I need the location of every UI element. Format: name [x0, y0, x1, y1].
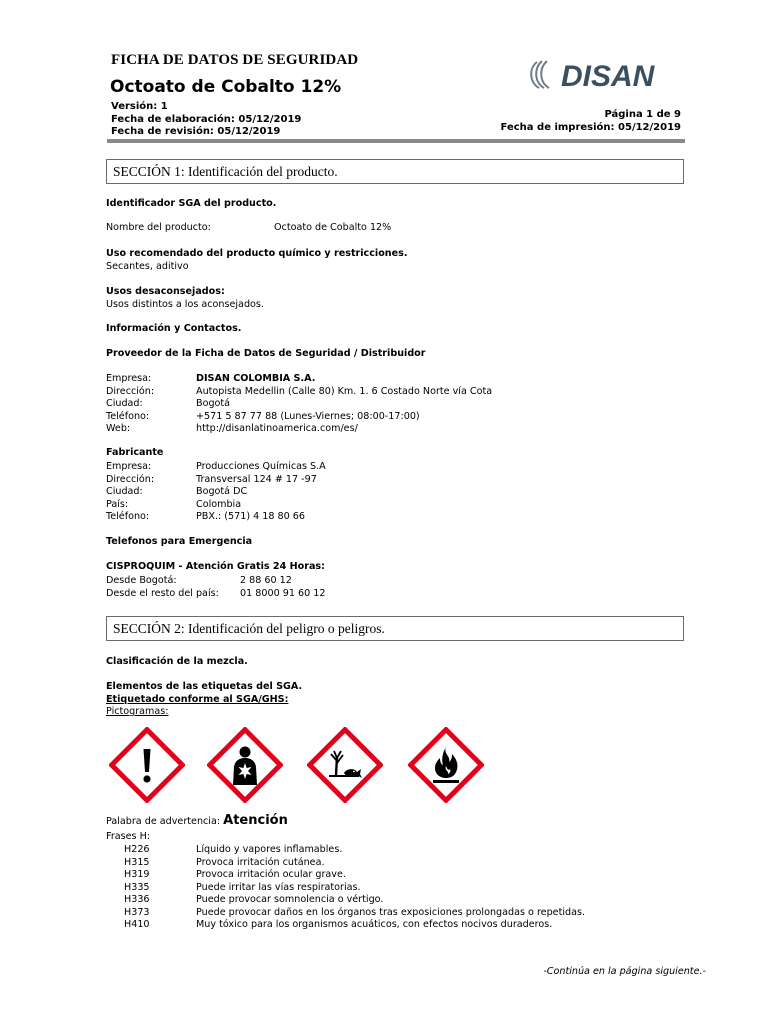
fabricante-row	[106, 474, 326, 487]
field-label: Desde el resto del país:	[106, 587, 219, 599]
field-label: País:	[106, 498, 129, 510]
logo-swoosh-icon	[531, 61, 549, 88]
h-text: Provoca irritación ocular grave.	[196, 869, 346, 880]
field-label: Teléfono:	[106, 511, 150, 522]
proveedor-table	[106, 373, 492, 436]
web-link[interactable]: http://disanlatinoamerica.com/es/	[196, 423, 358, 434]
section-1-header: SECCIÓN 1: Identificación del producto.	[106, 159, 684, 184]
uso-heading: Uso recomendado del producto químico y restricciones.	[106, 248, 408, 259]
h-text: Provoca irritación cutánea.	[196, 856, 325, 868]
fabricante-row	[106, 511, 326, 524]
field-label: Teléfono:	[106, 410, 150, 422]
field-value: 2 88 60 12	[240, 575, 292, 586]
field-value: 01 8000 91 60 12	[240, 587, 326, 599]
fecha-elaboracion: Fecha de elaboración: 05/12/2019	[111, 113, 302, 125]
proveedor-heading: Proveedor de la Ficha de Datos de Seguridad / Distribuidor	[106, 348, 426, 359]
page-number: Página 1 de 9	[604, 109, 681, 120]
field-value: DISAN COLOMBIA S.A.	[196, 373, 316, 384]
environment-icon	[307, 727, 383, 803]
fabricante-table	[106, 461, 326, 524]
field-value: Autopista Medellin (Calle 80) Km. 1. 6 Costado Norte vía Cota	[196, 385, 493, 397]
frases-label: Frases H:	[106, 831, 151, 842]
desaconsejados-block	[106, 286, 264, 311]
health-hazard-icon	[207, 727, 283, 803]
h-text: Puede provocar daños en los órganos tras exposiciones prolongadas o repetidas.	[196, 906, 586, 918]
field-value: PBX.: (571) 4 18 80 66	[196, 511, 305, 522]
field-value: +571 5 87 77 88 (Lunes-Viernes; 08:00-17:00)	[196, 410, 420, 422]
h-text: Muy tóxico para los organismos acuáticos, con efectos nocivos duraderos.	[196, 919, 553, 930]
section-2-header: SECCIÓN 2: Identificación del peligro o peligros.	[106, 616, 684, 641]
fabricante-row	[106, 499, 326, 512]
exclamation-mark-icon	[109, 727, 185, 803]
fabricante-row	[106, 461, 326, 474]
proveedor-row	[106, 411, 492, 424]
fabricante-row	[106, 486, 326, 499]
logo-text: DISAN	[561, 60, 655, 92]
field-label: Ciudad:	[106, 398, 143, 409]
nombre-value: Octoato de Cobalto 12%	[274, 222, 392, 233]
fecha-impresion: Fecha de impresión: 05/12/2019	[500, 121, 681, 133]
header-rule	[107, 139, 685, 143]
identificador-heading: Identificador SGA del producto.	[106, 198, 277, 209]
h-text: Líquido y vapores inflamables.	[196, 844, 343, 855]
field-label: Ciudad:	[106, 486, 143, 497]
version: Versión: 1	[111, 101, 168, 112]
header-meta-left	[111, 101, 301, 139]
continua-footer: -Continúa en la página siguiente.-	[543, 966, 706, 977]
product-title: Octoato de Cobalto 12%	[110, 77, 342, 97]
list-item	[106, 894, 585, 907]
flame-icon	[408, 727, 484, 803]
cisproquim-table	[106, 575, 325, 600]
palabra-advertencia	[106, 815, 288, 829]
field-label: Desde Bogotá:	[106, 575, 177, 586]
desaconsejados-text: Usos distintos a los aconsejados.	[106, 298, 264, 310]
h-code: H335	[124, 881, 150, 893]
field-value: Bogotá	[196, 398, 231, 409]
h-code: H226	[124, 844, 150, 855]
uso-block	[106, 248, 408, 273]
info-heading: Información y Contactos.	[106, 323, 242, 334]
field-value: Colombia	[196, 498, 242, 510]
elementos-heading: Elementos de las etiquetas del SGA.	[106, 681, 303, 692]
field-value: Producciones Químicas S.A	[196, 461, 326, 472]
proveedor-row	[106, 398, 492, 411]
field-label: Empresa:	[106, 373, 152, 384]
frases-h-list	[106, 844, 585, 932]
palabra-label: Palabra de advertencia:	[106, 816, 221, 827]
pictogramas-label: Pictogramas:	[106, 706, 169, 717]
palabra-value: Atención	[223, 813, 288, 828]
disan-logo	[527, 56, 685, 92]
uso-text: Secantes, aditivo	[106, 260, 189, 272]
emergencia-heading: Telefonos para Emergencia	[106, 536, 253, 547]
list-item	[106, 919, 585, 932]
field-label: Dirección:	[106, 385, 155, 397]
proveedor-row	[106, 386, 492, 399]
h-text: Puede irritar las vías respiratorias.	[196, 881, 361, 893]
field-label: Dirección:	[106, 473, 155, 485]
etiquetas-block	[106, 681, 302, 719]
proveedor-row	[106, 373, 492, 386]
etiquetado-heading: Etiquetado conforme al SGA/GHS:	[106, 693, 289, 705]
h-code: H319	[124, 869, 150, 880]
document-title: FICHA DE DATOS DE SEGURIDAD	[111, 52, 359, 68]
h-code: H315	[124, 856, 150, 868]
fabricante-heading: Fabricante	[106, 447, 164, 458]
nombre-label: Nombre del producto:	[106, 222, 211, 233]
list-item	[106, 907, 585, 920]
fecha-revision: Fecha de revisión: 05/12/2019	[111, 126, 281, 137]
nombre-producto-row	[106, 222, 391, 235]
cisproquim-heading: CISPROQUIM - Atención Gratis 24 Horas:	[106, 561, 325, 572]
h-code: H373	[124, 906, 150, 918]
proveedor-row	[106, 423, 492, 436]
list-item	[106, 869, 585, 882]
clasificacion-heading: Clasificación de la mezcla.	[106, 656, 248, 667]
desaconsejados-heading: Usos desaconsejados:	[106, 286, 225, 297]
field-value: Transversal 124 # 17 -97	[196, 473, 317, 485]
field-label: Empresa:	[106, 461, 152, 472]
header-meta-right	[501, 109, 681, 134]
h-text: Puede provocar somnolencia o vértigo.	[196, 894, 384, 905]
cisproquim-row	[106, 588, 325, 601]
list-item	[106, 857, 585, 870]
field-value: Bogotá DC	[196, 486, 248, 497]
cisproquim-row	[106, 575, 325, 588]
field-label: Web:	[106, 423, 131, 434]
h-code: H336	[124, 894, 150, 905]
list-item	[106, 882, 585, 895]
list-item	[106, 844, 585, 857]
h-code: H410	[124, 919, 150, 930]
